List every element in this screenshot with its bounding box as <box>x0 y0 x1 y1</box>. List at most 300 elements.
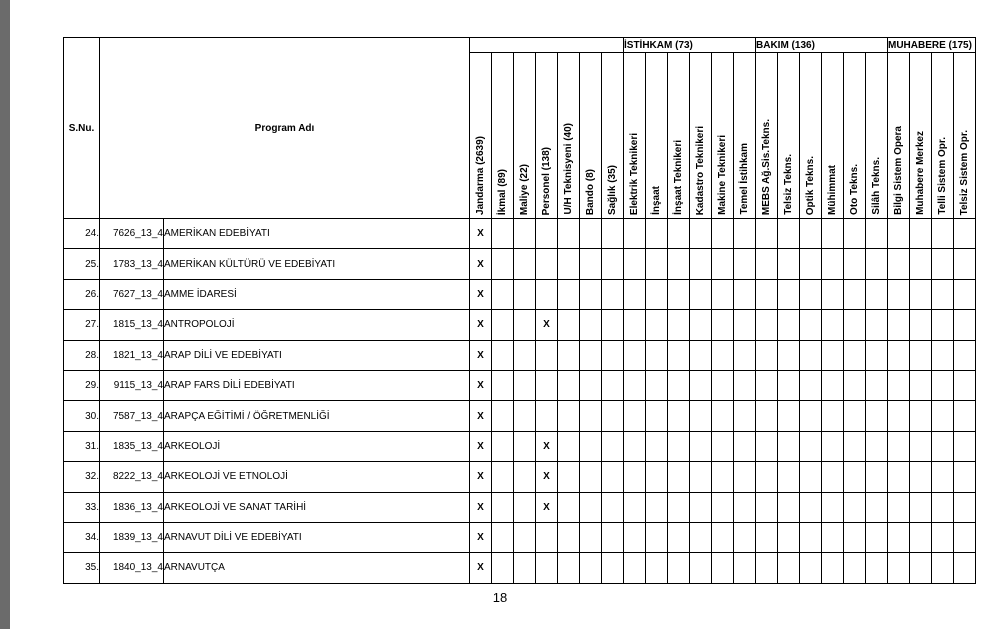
mark-cell <box>932 553 954 583</box>
mark-cell <box>668 431 690 461</box>
mark-cell <box>712 310 734 340</box>
column-header-label: Kadastro Teknikeri <box>694 125 706 215</box>
mark-cell <box>624 219 646 249</box>
mark-cell <box>514 279 536 309</box>
mark-cell <box>690 431 712 461</box>
mark-cell <box>536 401 558 431</box>
mark-cell <box>910 370 932 400</box>
mark-cell <box>844 219 866 249</box>
program-name: ANTROPOLOJİ <box>164 310 470 340</box>
program-name: ARKEOLOJİ VE SANAT TARİHİ <box>164 492 470 522</box>
mark-cell: X <box>470 310 492 340</box>
mark-cell <box>558 219 580 249</box>
page-number: 18 <box>492 590 508 605</box>
mark-cell <box>800 431 822 461</box>
mark-cell <box>624 340 646 370</box>
mark-cell <box>734 462 756 492</box>
column-header-label: Bilgi Sistem Opera <box>892 126 904 215</box>
mark-cell <box>580 370 602 400</box>
program-code: 7587_13_4 <box>100 401 164 431</box>
mark-cell <box>888 370 910 400</box>
table-row <box>64 340 976 370</box>
mark-cell <box>690 492 712 522</box>
mark-cell <box>756 492 778 522</box>
mark-cell <box>492 249 514 279</box>
column-header-label: Telli Sistem Opr. <box>936 137 948 215</box>
program-code: 8222_13_4 <box>100 462 164 492</box>
program-code: 1821_13_4 <box>100 340 164 370</box>
column-header-label: Telsiz Sistem Opr. <box>958 129 970 215</box>
mark-cell <box>492 310 514 340</box>
column-header-label: Temel İstihkam <box>738 143 750 215</box>
column-header <box>910 53 932 219</box>
mark-cell <box>492 370 514 400</box>
mark-cell <box>910 401 932 431</box>
mark-cell <box>690 462 712 492</box>
mark-cell <box>888 462 910 492</box>
mark-cell <box>866 401 888 431</box>
mark-cell <box>778 370 800 400</box>
mark-cell <box>954 492 976 522</box>
mark-cell <box>800 462 822 492</box>
mark-cell <box>888 401 910 431</box>
mark-cell <box>712 219 734 249</box>
row-number: 29. <box>64 370 100 400</box>
mark-cell <box>844 279 866 309</box>
mark-cell <box>580 249 602 279</box>
column-header-label: Jandarma (2639) <box>474 136 486 215</box>
mark-cell <box>602 401 624 431</box>
mark-cell <box>844 370 866 400</box>
mark-cell <box>514 462 536 492</box>
mark-cell: X <box>470 522 492 552</box>
mark-cell <box>866 310 888 340</box>
mark-cell: X <box>536 310 558 340</box>
mark-cell <box>602 340 624 370</box>
mark-cell <box>712 431 734 461</box>
mark-cell <box>800 340 822 370</box>
mark-cell <box>602 462 624 492</box>
mark-cell <box>756 462 778 492</box>
mark-cell <box>580 431 602 461</box>
mark-cell <box>712 401 734 431</box>
column-header-label: Personel (138) <box>540 146 552 215</box>
mark-cell <box>646 279 668 309</box>
mark-cell <box>778 249 800 279</box>
mark-cell <box>800 553 822 583</box>
mark-cell <box>866 340 888 370</box>
row-number: 33. <box>64 492 100 522</box>
mark-cell <box>888 431 910 461</box>
mark-cell <box>822 310 844 340</box>
mark-cell <box>690 340 712 370</box>
mark-cell <box>756 279 778 309</box>
program-name: ARNAVUT DİLİ VE EDEBİYATI <box>164 522 470 552</box>
mark-cell <box>646 219 668 249</box>
mark-cell <box>800 310 822 340</box>
mark-cell <box>866 462 888 492</box>
mark-cell <box>712 553 734 583</box>
mark-cell <box>690 310 712 340</box>
column-header <box>778 53 800 219</box>
program-name: ARKEOLOJİ VE ETNOLOJİ <box>164 462 470 492</box>
mark-cell <box>910 431 932 461</box>
mark-cell <box>646 401 668 431</box>
mark-cell <box>778 279 800 309</box>
mark-cell <box>646 522 668 552</box>
column-header-label: MEBS Ağ.Sis.Tekns. <box>760 118 772 215</box>
column-header-label: İnşaat Teknikeri <box>672 140 684 215</box>
mark-cell <box>624 249 646 279</box>
mark-cell <box>844 431 866 461</box>
column-header <box>822 53 844 219</box>
column-header <box>536 53 558 219</box>
mark-cell <box>954 553 976 583</box>
mark-cell <box>954 340 976 370</box>
mark-cell <box>734 492 756 522</box>
column-header <box>888 53 910 219</box>
mark-cell <box>932 370 954 400</box>
mark-cell <box>536 219 558 249</box>
mark-cell <box>602 492 624 522</box>
mark-cell <box>624 553 646 583</box>
table-row <box>64 310 976 340</box>
mark-cell <box>646 553 668 583</box>
column-header <box>470 53 492 219</box>
column-header <box>932 53 954 219</box>
mark-cell <box>954 462 976 492</box>
mark-cell: X <box>470 553 492 583</box>
group-bakim-header: BAKIM (136) <box>756 38 888 53</box>
program-name: AMERİKAN EDEBİYATI <box>164 219 470 249</box>
mark-cell <box>756 522 778 552</box>
mark-cell <box>822 249 844 279</box>
sn-header: S.Nu. <box>64 38 100 219</box>
mark-cell <box>602 310 624 340</box>
mark-cell <box>932 249 954 279</box>
mark-cell <box>954 249 976 279</box>
mark-cell <box>734 370 756 400</box>
mark-cell <box>844 553 866 583</box>
mark-cell <box>668 401 690 431</box>
mark-cell: X <box>470 340 492 370</box>
mark-cell <box>690 279 712 309</box>
mark-cell <box>822 492 844 522</box>
mark-cell <box>822 279 844 309</box>
row-number: 32. <box>64 462 100 492</box>
mark-cell <box>558 249 580 279</box>
mark-cell <box>646 370 668 400</box>
mark-cell <box>668 492 690 522</box>
mark-cell <box>822 462 844 492</box>
mark-cell <box>910 522 932 552</box>
mark-cell <box>910 340 932 370</box>
mark-cell <box>888 310 910 340</box>
mark-cell <box>822 431 844 461</box>
mark-cell <box>800 522 822 552</box>
mark-cell <box>712 249 734 279</box>
mark-cell <box>800 249 822 279</box>
mark-cell <box>822 522 844 552</box>
column-header <box>492 53 514 219</box>
mark-cell <box>624 492 646 522</box>
column-header-label: Maliye (22) <box>518 163 530 215</box>
mark-cell <box>668 553 690 583</box>
mark-cell <box>646 249 668 279</box>
mark-cell: X <box>470 431 492 461</box>
mark-cell <box>888 553 910 583</box>
mark-cell: X <box>470 279 492 309</box>
row-number: 27. <box>64 310 100 340</box>
mark-cell <box>580 219 602 249</box>
mark-cell <box>558 492 580 522</box>
mark-cell <box>492 553 514 583</box>
mark-cell <box>624 279 646 309</box>
mark-cell <box>536 249 558 279</box>
mark-cell <box>558 462 580 492</box>
mark-cell <box>492 219 514 249</box>
mark-cell <box>844 492 866 522</box>
column-header <box>866 53 888 219</box>
mark-cell <box>580 279 602 309</box>
table-row <box>64 431 976 461</box>
column-header <box>646 53 668 219</box>
mark-cell <box>844 249 866 279</box>
mark-cell <box>624 522 646 552</box>
mark-cell <box>954 310 976 340</box>
column-header-label: U/H Teknisyeni (40) <box>562 123 574 215</box>
column-header <box>514 53 536 219</box>
mark-cell <box>866 522 888 552</box>
program-code: 1840_13_4 <box>100 553 164 583</box>
mark-cell <box>888 340 910 370</box>
mark-cell <box>932 462 954 492</box>
mark-cell <box>492 340 514 370</box>
mark-cell <box>932 219 954 249</box>
mark-cell <box>888 492 910 522</box>
mark-cell <box>844 401 866 431</box>
mark-cell <box>536 340 558 370</box>
mark-cell <box>756 370 778 400</box>
mark-cell <box>580 462 602 492</box>
mark-cell <box>932 522 954 552</box>
mark-cell <box>866 370 888 400</box>
mark-cell <box>910 310 932 340</box>
mark-cell <box>712 279 734 309</box>
mark-cell <box>690 522 712 552</box>
mark-cell <box>800 370 822 400</box>
mark-cell <box>756 431 778 461</box>
column-header <box>624 53 646 219</box>
mark-cell <box>800 401 822 431</box>
mark-cell <box>910 279 932 309</box>
column-header-label: Optik Tekns. <box>804 155 816 215</box>
column-header-label: Muhabere Merkez <box>914 131 926 215</box>
mark-cell <box>646 340 668 370</box>
mark-cell: X <box>536 492 558 522</box>
mark-cell <box>888 219 910 249</box>
mark-cell <box>624 462 646 492</box>
mark-cell <box>932 340 954 370</box>
program-code: 7627_13_4 <box>100 279 164 309</box>
mark-cell <box>712 370 734 400</box>
mark-cell <box>712 522 734 552</box>
mark-cell <box>734 310 756 340</box>
mark-cell <box>778 431 800 461</box>
program-code: 1783_13_4 <box>100 249 164 279</box>
table-row <box>64 249 976 279</box>
column-header-label: Bando (8) <box>584 168 596 215</box>
table-row <box>64 462 976 492</box>
mark-cell <box>954 219 976 249</box>
mark-cell <box>822 553 844 583</box>
program-code: 1839_13_4 <box>100 522 164 552</box>
mark-cell <box>558 279 580 309</box>
program-code: 1835_13_4 <box>100 431 164 461</box>
mark-cell <box>954 370 976 400</box>
mark-cell <box>888 522 910 552</box>
mark-cell <box>580 401 602 431</box>
mark-cell <box>668 340 690 370</box>
mark-cell <box>602 553 624 583</box>
mark-cell <box>602 219 624 249</box>
group-muhabere-header: MUHABERE (175) <box>888 38 976 53</box>
mark-cell <box>866 249 888 279</box>
mark-cell: X <box>470 370 492 400</box>
mark-cell <box>558 340 580 370</box>
mark-cell <box>888 249 910 279</box>
mark-cell <box>558 401 580 431</box>
column-header <box>668 53 690 219</box>
row-number: 35. <box>64 553 100 583</box>
mark-cell <box>910 249 932 279</box>
table-row <box>64 553 976 583</box>
mark-cell <box>778 462 800 492</box>
mark-cell <box>690 553 712 583</box>
mark-cell <box>778 522 800 552</box>
column-header <box>756 53 778 219</box>
mark-cell <box>932 310 954 340</box>
mark-cell <box>932 431 954 461</box>
mark-cell <box>822 340 844 370</box>
mark-cell <box>602 279 624 309</box>
mark-cell <box>514 249 536 279</box>
mark-cell <box>734 340 756 370</box>
column-header <box>712 53 734 219</box>
mark-cell <box>580 553 602 583</box>
mark-cell <box>844 310 866 340</box>
mark-cell <box>514 492 536 522</box>
column-header-label: Sağlık (35) <box>606 164 618 215</box>
program-code: 1836_13_4 <box>100 492 164 522</box>
program-code: 1815_13_4 <box>100 310 164 340</box>
mark-cell <box>756 553 778 583</box>
mark-cell <box>866 279 888 309</box>
mark-cell <box>954 401 976 431</box>
mark-cell <box>910 553 932 583</box>
mark-cell <box>514 431 536 461</box>
mark-cell <box>668 370 690 400</box>
mark-cell <box>646 462 668 492</box>
mark-cell <box>602 522 624 552</box>
mark-cell <box>690 401 712 431</box>
mark-cell <box>734 401 756 431</box>
mark-cell <box>932 279 954 309</box>
mark-cell <box>668 249 690 279</box>
mark-cell <box>558 431 580 461</box>
mark-cell <box>734 219 756 249</box>
mark-cell <box>910 462 932 492</box>
mark-cell <box>690 219 712 249</box>
column-header <box>558 53 580 219</box>
mark-cell <box>756 219 778 249</box>
mark-cell <box>778 219 800 249</box>
mark-cell <box>844 340 866 370</box>
mark-cell <box>536 553 558 583</box>
mark-cell <box>756 340 778 370</box>
mark-cell: X <box>470 249 492 279</box>
mark-cell <box>558 370 580 400</box>
mark-cell <box>624 431 646 461</box>
mark-cell <box>602 249 624 279</box>
mark-cell <box>734 553 756 583</box>
mark-cell <box>844 522 866 552</box>
mark-cell <box>690 249 712 279</box>
mark-cell <box>910 219 932 249</box>
mark-cell <box>734 249 756 279</box>
mark-cell <box>712 462 734 492</box>
mark-cell <box>756 401 778 431</box>
row-number: 28. <box>64 340 100 370</box>
mark-cell <box>514 219 536 249</box>
program-name-header: Program Adı <box>100 38 470 219</box>
mark-cell <box>558 553 580 583</box>
row-number: 26. <box>64 279 100 309</box>
mark-cell <box>778 553 800 583</box>
column-header-label: Silâh Tekns. <box>870 157 882 215</box>
mark-cell <box>492 522 514 552</box>
mark-cell <box>954 431 976 461</box>
row-number: 31. <box>64 431 100 461</box>
column-header-label: Oto Tekns. <box>848 164 860 215</box>
program-table <box>63 37 976 584</box>
table-row <box>64 219 976 249</box>
mark-cell <box>932 401 954 431</box>
table-row <box>64 370 976 400</box>
mark-cell: X <box>470 462 492 492</box>
column-header <box>844 53 866 219</box>
mark-cell <box>910 492 932 522</box>
column-header <box>734 53 756 219</box>
mark-cell <box>624 310 646 340</box>
mark-cell <box>536 522 558 552</box>
column-header <box>690 53 712 219</box>
row-number: 25. <box>64 249 100 279</box>
column-header-label: Makine Teknikeri <box>716 135 728 215</box>
mark-cell <box>668 310 690 340</box>
mark-cell <box>690 370 712 400</box>
row-number: 24. <box>64 219 100 249</box>
column-header <box>602 53 624 219</box>
mark-cell <box>778 340 800 370</box>
group-istihkam-header: İSTİHKAM (73) <box>624 38 756 53</box>
program-name: AMME İDARESİ <box>164 279 470 309</box>
column-header-label: İnşaat <box>650 186 662 215</box>
column-header-label: İkmal (89) <box>496 168 508 215</box>
program-name: ARAPÇA EĞİTİMİ / ÖĞRETMENLİĞİ <box>164 401 470 431</box>
program-name: ARAP FARS DİLİ EDEBİYATI <box>164 370 470 400</box>
mark-cell <box>492 492 514 522</box>
